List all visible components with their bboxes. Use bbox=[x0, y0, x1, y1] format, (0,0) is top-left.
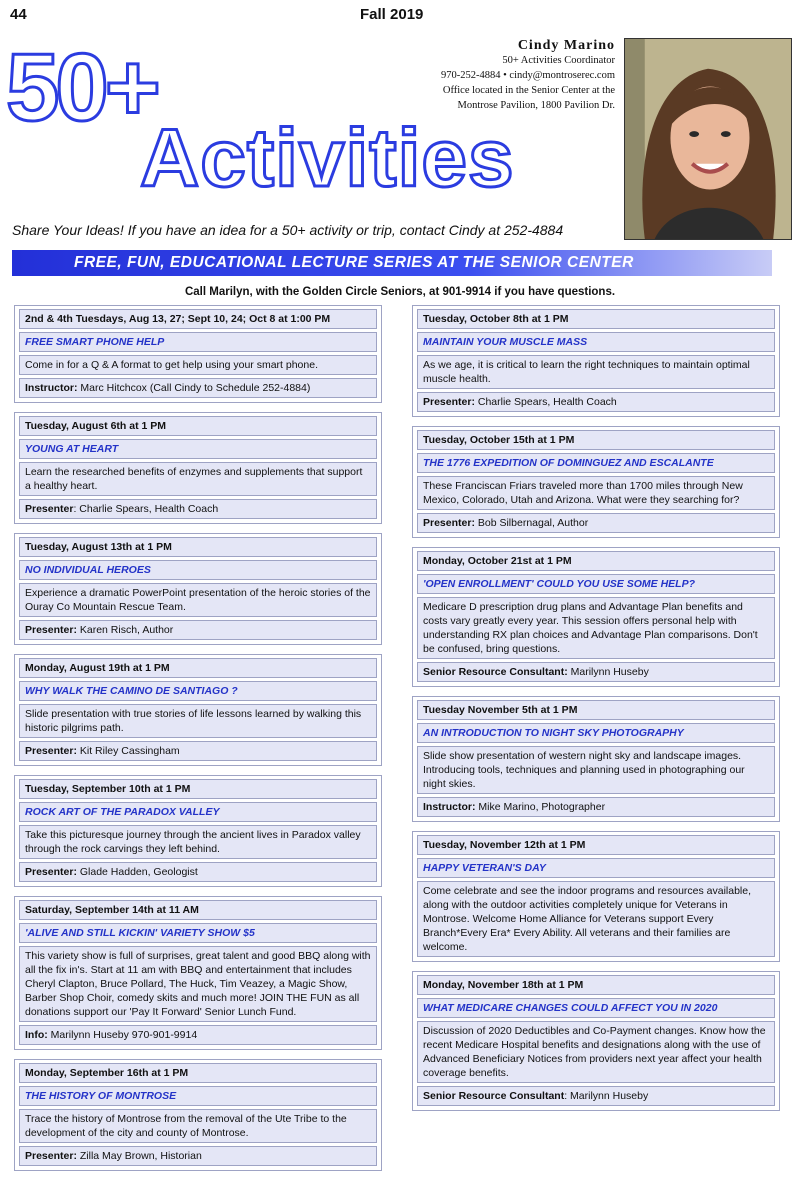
event-title: MAINTAIN YOUR MUSCLE MASS bbox=[417, 332, 775, 352]
event-description: Come in for a Q & A format to get help using your smart phone. bbox=[19, 355, 377, 375]
credit-value: Bob Silbernagal, Author bbox=[474, 517, 589, 529]
event-credit bbox=[19, 862, 377, 882]
event-date: Tuesday, October 8th at 1 PM bbox=[417, 309, 775, 329]
credit-value: Karen Risch, Author bbox=[76, 624, 174, 636]
event-date: Tuesday, October 15th at 1 PM bbox=[417, 430, 775, 450]
event-card bbox=[412, 547, 780, 687]
event-card bbox=[14, 775, 382, 887]
event-credit bbox=[417, 797, 775, 817]
coordinator-office: Office located in the Senior Center at the bbox=[442, 85, 615, 96]
event-card bbox=[412, 831, 780, 962]
event-date: Tuesday, August 6th at 1 PM bbox=[19, 416, 377, 436]
event-card bbox=[412, 696, 780, 822]
event-credit bbox=[19, 620, 377, 640]
event-title: WHY WALK THE CAMINO DE SANTIAGO ? bbox=[19, 681, 377, 701]
event-card bbox=[14, 896, 382, 1050]
credit-value: Marilynn Huseby 970-901-9914 bbox=[47, 1029, 198, 1041]
share-ideas-line: Share Your Ideas! If you have an idea for a 50+ activity or trip, contact Cindy at 252-4884 bbox=[12, 222, 564, 238]
event-date: Tuesday, November 12th at 1 PM bbox=[417, 835, 775, 855]
credit-label: Presenter: bbox=[423, 517, 475, 529]
event-description: These Franciscan Friars traveled more than 1700 miles through New Mexico, Colorado, Utah and Arizona. What were they searching for? bbox=[417, 476, 775, 510]
event-description: Slide show presentation of western night sky and landscape images. Introducing tools, techniques and planning used in photographing our night skies. bbox=[417, 746, 775, 794]
event-date: Tuesday, September 10th at 1 PM bbox=[19, 779, 377, 799]
coordinator-name: Cindy Marino bbox=[517, 38, 615, 53]
season-label: Fall 2019 bbox=[360, 6, 424, 23]
call-line: Call Marilyn, with the Golden Circle Seniors, at 901-9914 if you have questions. bbox=[184, 286, 616, 298]
event-description: Come celebrate and see the indoor programs and resources available, along with the outdoor activities completely unique for Veterans in Montrose. Welcome Home Alliance for Veterans support Every Branch*Every Era* Every Ability. All veterans and their families are welcome. bbox=[417, 881, 775, 957]
event-date: Tuesday November 5th at 1 PM bbox=[417, 700, 775, 720]
event-credit bbox=[19, 1025, 377, 1045]
credit-value: Marc Hitchcox (Call Cindy to Schedule 252-4884) bbox=[77, 382, 311, 394]
event-card bbox=[412, 305, 780, 417]
event-title: NO INDIVIDUAL HEROES bbox=[19, 560, 377, 580]
credit-label: Senior Resource Consultant: bbox=[423, 666, 568, 678]
event-description: Discussion of 2020 Deductibles and Co-Payment changes. Know how the recent Medicare Hospital benefits and designations along with the use of Advanced Beneficiary Notices from providers next year affect your health coverage benefits. bbox=[417, 1021, 775, 1083]
coordinator-role: 50+ Activities Coordinator bbox=[502, 55, 615, 66]
event-title: WHAT MEDICARE CHANGES COULD AFFECT YOU IN 2020 bbox=[417, 998, 775, 1018]
credit-label: Presenter: bbox=[25, 624, 77, 636]
event-credit bbox=[417, 513, 775, 533]
event-description: Trace the history of Montrose from the removal of the Ute Tribe to the development of the city and county of Montrose. bbox=[19, 1109, 377, 1143]
event-title: 'ALIVE AND STILL KICKIN' VARIETY SHOW $5 bbox=[19, 923, 377, 943]
event-description: Experience a dramatic PowerPoint presentation of the heroic stories of the Ouray Co Mountain Rescue Team. bbox=[19, 583, 377, 617]
credit-value: Charlie Spears, Health Coach bbox=[474, 396, 617, 408]
credit-value: Zilla May Brown, Historian bbox=[76, 1150, 202, 1162]
event-card bbox=[14, 412, 382, 524]
credit-value: Glade Hadden, Geologist bbox=[76, 866, 198, 878]
event-credit bbox=[417, 662, 775, 682]
logo-activities: Activities bbox=[140, 113, 515, 204]
event-date: 2nd & 4th Tuesdays, Aug 13, 27; Sept 10, 24; Oct 8 at 1:00 PM bbox=[19, 309, 377, 329]
event-title: THE 1776 EXPEDITION OF DOMINGUEZ AND ESCALANTE bbox=[417, 453, 775, 473]
credit-label: Instructor: bbox=[25, 382, 78, 394]
right-column bbox=[412, 305, 780, 1120]
event-card bbox=[412, 971, 780, 1111]
event-title: YOUNG AT HEART bbox=[19, 439, 377, 459]
event-date: Monday, September 16th at 1 PM bbox=[19, 1063, 377, 1083]
event-date: Monday, October 21st at 1 PM bbox=[417, 551, 775, 571]
event-card bbox=[14, 1059, 382, 1171]
event-description: This variety show is full of surprises, great talent and good BBQ along with all the fix in's. Start at 11 am with BBQ and entertainment that includes Cheryl Clapton, Bruce Pollard, The Huck, Tim Veazey, a Magic Show, Barber Shop Choir, comedy skits and much more! JOIN THE FUN as all donations support our 'Pay It Forward' Senior Lunch Fund. bbox=[19, 946, 377, 1022]
event-title: FREE SMART PHONE HELP bbox=[19, 332, 377, 352]
left-column bbox=[14, 305, 382, 1180]
event-description: As we age, it is critical to learn the right techniques to maintain optimal muscle health. bbox=[417, 355, 775, 389]
event-title: 'OPEN ENROLLMENT' COULD YOU USE SOME HELP? bbox=[417, 574, 775, 594]
event-date: Monday, August 19th at 1 PM bbox=[19, 658, 377, 678]
event-title: AN INTRODUCTION TO NIGHT SKY PHOTOGRAPHY bbox=[417, 723, 775, 743]
event-credit bbox=[19, 741, 377, 761]
event-card bbox=[14, 533, 382, 645]
credit-value: : Charlie Spears, Health Coach bbox=[73, 503, 219, 515]
event-date: Saturday, September 14th at 11 AM bbox=[19, 900, 377, 920]
page-number: 44 bbox=[10, 6, 27, 23]
coordinator-block bbox=[441, 38, 615, 113]
credit-label: Instructor: bbox=[423, 801, 476, 813]
credit-label: Senior Resource Consultant bbox=[423, 1090, 565, 1102]
credit-label: Info: bbox=[25, 1029, 48, 1041]
coordinator-contact: 970-252-4884 • cindy@montroserec.com bbox=[440, 70, 615, 81]
event-credit bbox=[19, 499, 377, 519]
coordinator-address: Montrose Pavilion, 1800 Pavilion Dr. bbox=[457, 100, 615, 111]
event-title: ROCK ART OF THE PARADOX VALLEY bbox=[19, 802, 377, 822]
event-title: THE HISTORY OF MONTROSE bbox=[19, 1086, 377, 1106]
coordinator-photo bbox=[624, 38, 792, 240]
credit-value: Marilynn Huseby bbox=[567, 666, 649, 678]
credit-label: Presenter: bbox=[423, 396, 475, 408]
credit-value: Kit Riley Cassingham bbox=[76, 745, 180, 757]
event-credit bbox=[417, 1086, 775, 1106]
event-description: Slide presentation with true stories of life lessons learned by walking this historic pilgrims path. bbox=[19, 704, 377, 738]
credit-label: Presenter: bbox=[25, 745, 77, 757]
event-description: Learn the researched benefits of enzymes and supplements that support a healthy heart. bbox=[19, 462, 377, 496]
event-description: Medicare D prescription drug plans and Advantage Plan benefits and costs vary greatly every year. This session offers personal help with understanding RX plan choices and Advantage Plan comparisons. Don't be confused, bring questions. bbox=[417, 597, 775, 659]
event-credit bbox=[417, 392, 775, 412]
credit-value: : Marilynn Huseby bbox=[564, 1090, 649, 1102]
credit-label: Presenter: bbox=[25, 1150, 77, 1162]
credit-value: Mike Marino, Photographer bbox=[475, 801, 606, 813]
logo-fifty: 50+ bbox=[6, 34, 157, 141]
lecture-series-banner: FREE, FUN, EDUCATIONAL LECTURE SERIES AT THE SENIOR CENTER bbox=[12, 250, 772, 276]
event-credit bbox=[19, 1146, 377, 1166]
event-title: HAPPY VETERAN'S DAY bbox=[417, 858, 775, 878]
event-card bbox=[14, 305, 382, 403]
event-date: Monday, November 18th at 1 PM bbox=[417, 975, 775, 995]
event-date: Tuesday, August 13th at 1 PM bbox=[19, 537, 377, 557]
credit-label: Presenter bbox=[25, 503, 74, 515]
event-card bbox=[14, 654, 382, 766]
event-description: Take this picturesque journey through the ancient lives in Paradox valley through the rock carvings they left behind. bbox=[19, 825, 377, 859]
event-card bbox=[412, 426, 780, 538]
credit-label: Presenter: bbox=[25, 866, 77, 878]
event-credit bbox=[19, 378, 377, 398]
